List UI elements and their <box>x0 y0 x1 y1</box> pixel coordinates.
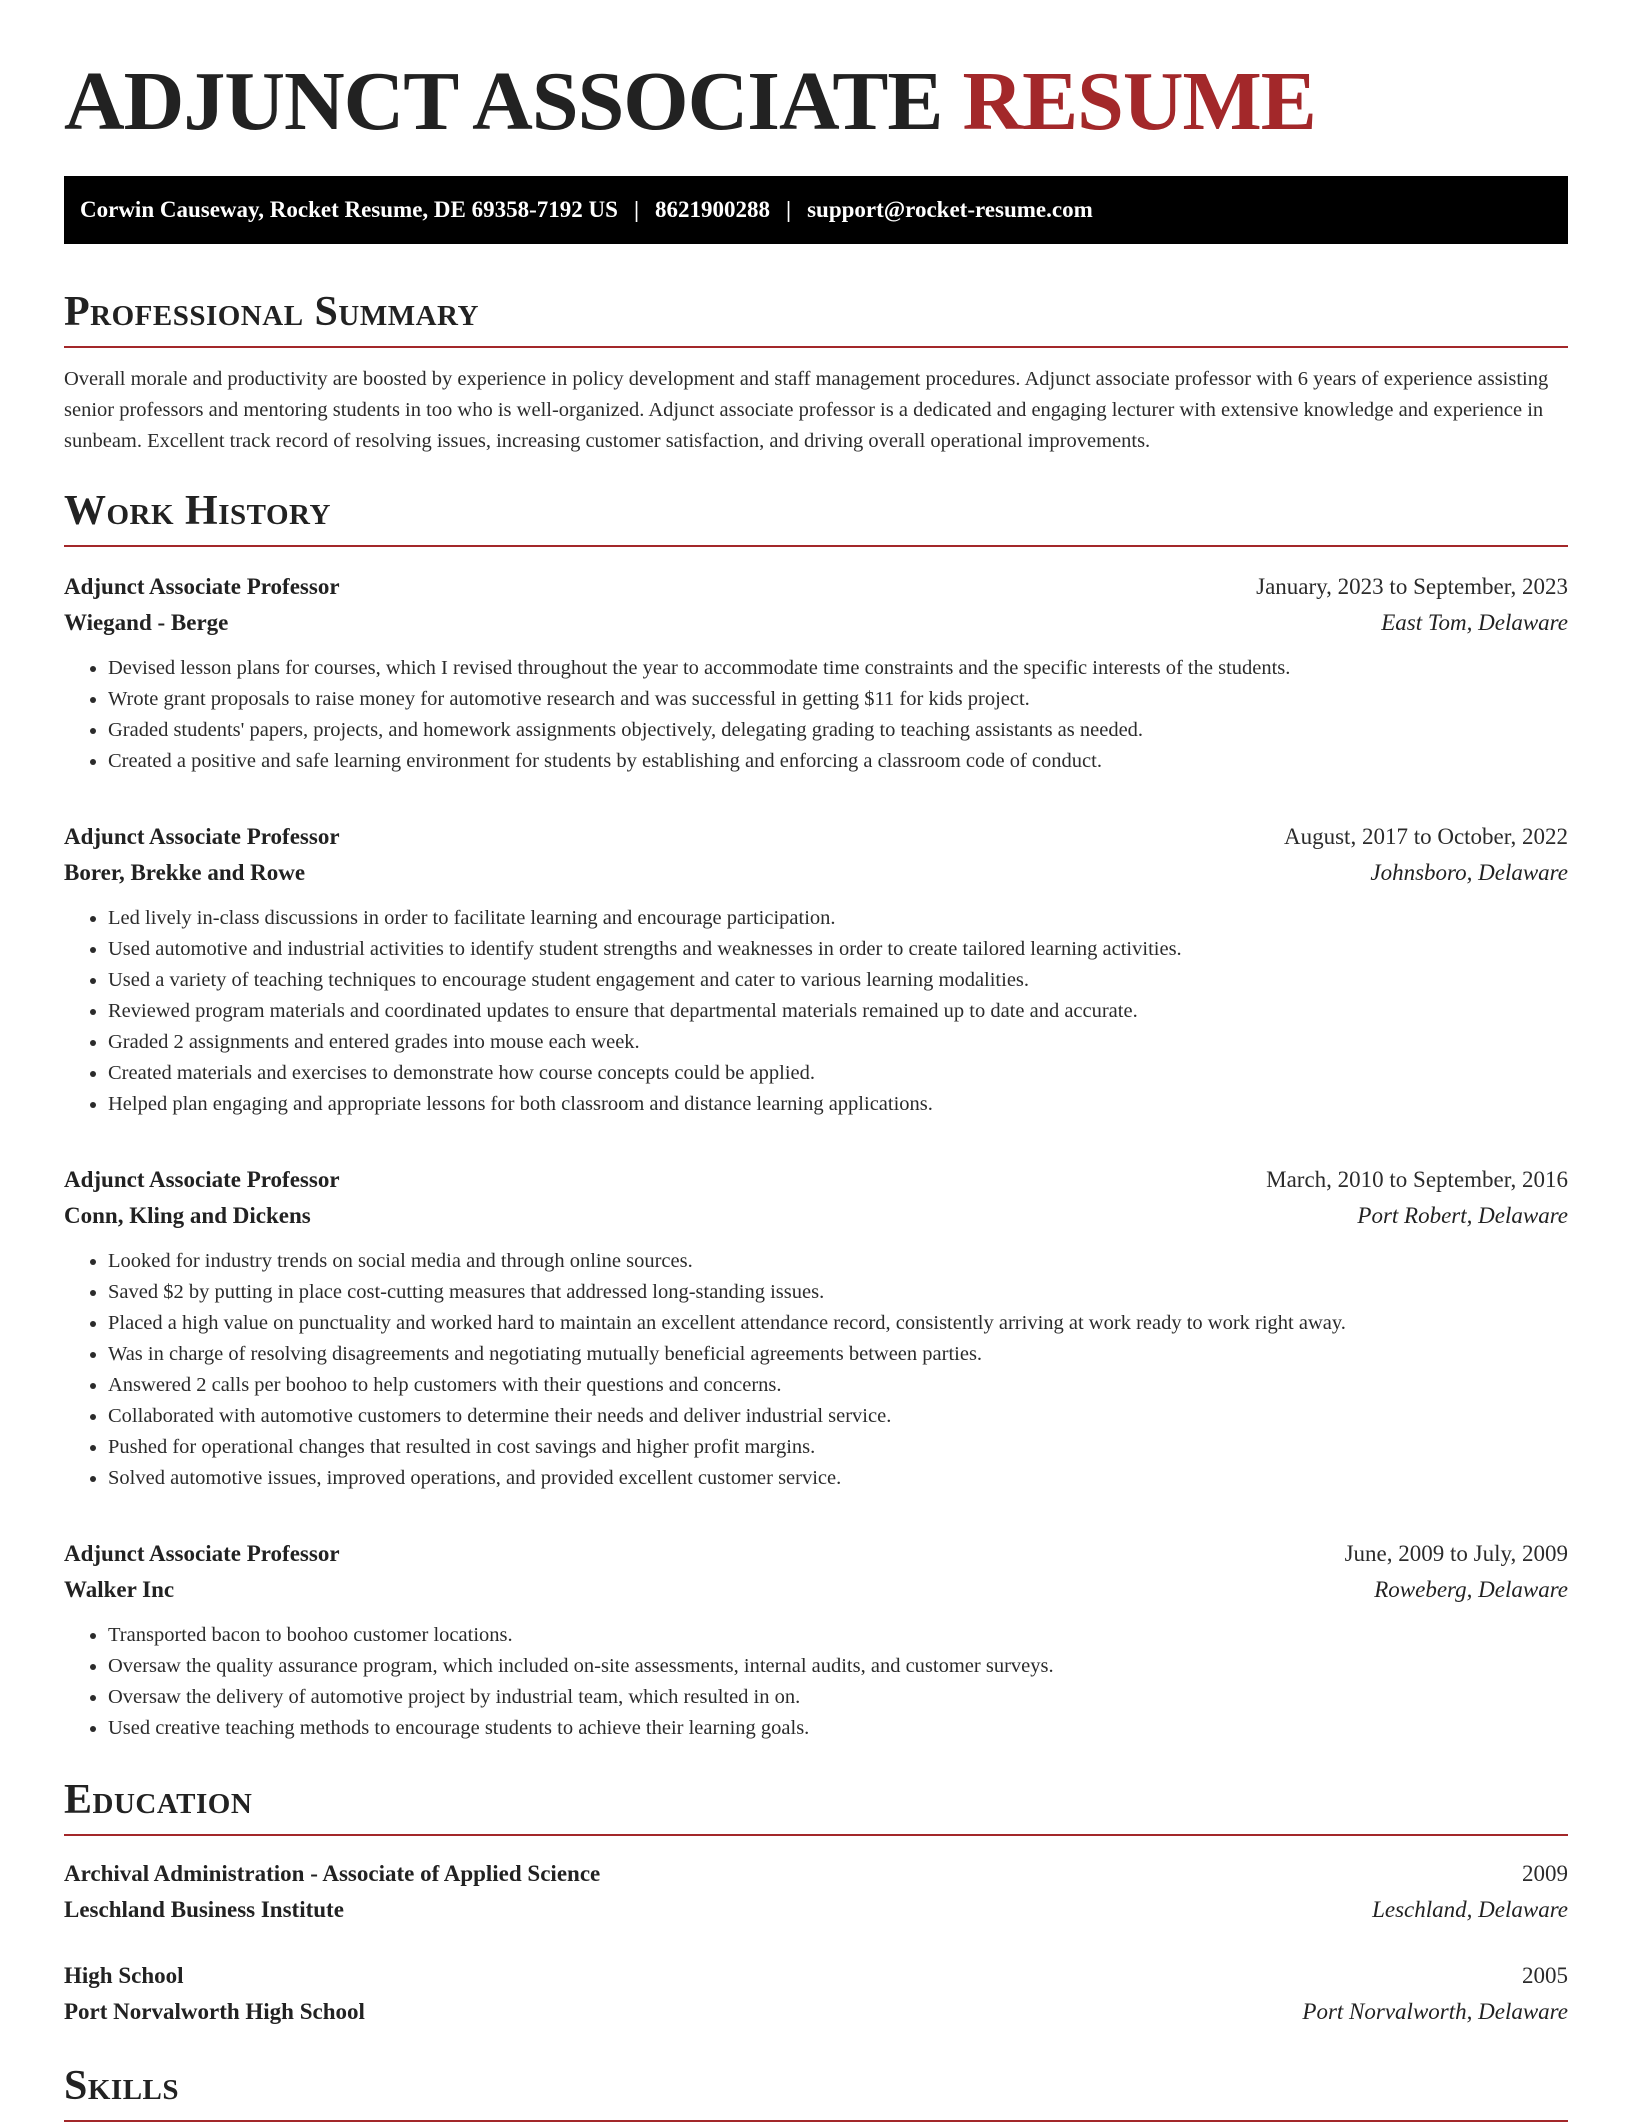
job-entry <box>64 1536 1568 1744</box>
education-entry <box>64 1856 1568 1928</box>
job-bullet: • Graded 2 assignments and entered grades into mouse each week. <box>108 1027 1568 1058</box>
job-bullet: • Looked for industry trends on social media and through online sources. <box>108 1246 1568 1277</box>
job-bullets <box>64 1620 1568 1744</box>
job-bullets <box>64 903 1568 1120</box>
job-entry <box>64 1162 1568 1494</box>
job-bullet: • Devised lesson plans for courses, which I revised throughout the year to accommodate time constraints and the specific interests of the students. <box>108 653 1568 684</box>
job-bullet: • Used a variety of teaching techniques to encourage student engagement and cater to various learning modalities. <box>108 965 1568 996</box>
job-title: Adjunct Associate Professor <box>64 1167 340 1192</box>
contact-phone[interactable]: 8621900288 <box>655 197 771 222</box>
job-entry <box>64 819 1568 1120</box>
job-dates: August, 2017 to October, 2022 <box>1284 824 1568 849</box>
job-company: Conn, Kling and Dickens <box>64 1203 311 1228</box>
title-main: ADJUNCT ASSOCIATE <box>64 55 943 148</box>
job-bullet: • Solved automotive issues, improved operations, and provided excellent customer service. <box>108 1463 1568 1494</box>
contact-separator: | <box>786 197 792 222</box>
section-divider <box>64 346 1568 348</box>
job-bullet: • Transported bacon to boohoo customer locations. <box>108 1620 1568 1651</box>
skills-section <box>64 2060 1568 2122</box>
education-location: Leschland, Delaware <box>1372 1897 1568 1922</box>
job-dates: January, 2023 to September, 2023 <box>1256 574 1568 599</box>
summary-heading: Professional Summary <box>64 289 479 335</box>
job-location: Johnsboro, Delaware <box>1370 860 1568 885</box>
summary-section <box>64 286 1568 457</box>
education-entry <box>64 1958 1568 2030</box>
job-title: Adjunct Associate Professor <box>64 1541 340 1566</box>
job-location: Port Robert, Delaware <box>1357 1203 1568 1228</box>
title-accent: RESUME <box>962 55 1316 148</box>
job-bullet: • Created materials and exercises to demonstrate how course concepts could be applied. <box>108 1058 1568 1089</box>
job-bullets <box>64 653 1568 777</box>
job-dates: March, 2010 to September, 2016 <box>1266 1167 1568 1192</box>
job-bullet: • Was in charge of resolving disagreements and negotiating mutually beneficial agreements between parties. <box>108 1339 1568 1370</box>
job-location: Roweberg, Delaware <box>1374 1577 1568 1602</box>
job-dates: June, 2009 to July, 2009 <box>1344 1541 1568 1566</box>
skills-heading: Skills <box>64 2063 180 2109</box>
job-title: Adjunct Associate Professor <box>64 824 340 849</box>
section-divider <box>64 545 1568 547</box>
job-bullet: • Saved $2 by putting in place cost-cutting measures that addressed long-standing issues. <box>108 1277 1568 1308</box>
education-location: Port Norvalworth, Delaware <box>1302 1999 1568 2024</box>
job-bullet: • Collaborated with automotive customers to determine their needs and deliver industrial service. <box>108 1401 1568 1432</box>
resume-title <box>64 52 1568 152</box>
job-bullet: • Wrote grant proposals to raise money for automotive research and was successful in getting $11 for kids project. <box>108 684 1568 715</box>
work-history-section <box>64 485 1568 1744</box>
job-bullet: • Reviewed program materials and coordinated updates to ensure that departmental materials remained up to date and accurate. <box>108 996 1568 1027</box>
section-divider <box>64 1834 1568 1836</box>
job-bullet: • Created a positive and safe learning environment for students by establishing and enforcing a classroom code of conduct. <box>108 746 1568 777</box>
job-bullet: • Oversaw the delivery of automotive project by industrial team, which resulted in on. <box>108 1682 1568 1713</box>
job-title: Adjunct Associate Professor <box>64 574 340 599</box>
job-entry <box>64 569 1568 777</box>
job-company: Borer, Brekke and Rowe <box>64 860 306 885</box>
job-company: Wiegand - Berge <box>64 610 229 635</box>
job-bullet: • Used creative teaching methods to encourage students to achieve their learning goals. <box>108 1713 1568 1744</box>
education-heading: Education <box>64 1777 253 1823</box>
job-bullet: • Led lively in-class discussions in order to facilitate learning and encourage participation. <box>108 903 1568 934</box>
contact-separator: | <box>633 197 640 222</box>
education-section <box>64 1774 1568 2030</box>
contact-email[interactable]: support@rocket-resume.com <box>807 197 1093 222</box>
job-bullet: • Answered 2 calls per boohoo to help customers with their questions and concerns. <box>108 1370 1568 1401</box>
education-degree: High School <box>64 1963 184 1988</box>
education-year: 2009 <box>1522 1861 1568 1886</box>
job-company: Walker Inc <box>64 1577 175 1602</box>
job-bullet: • Helped plan engaging and appropriate lessons for both classroom and distance learning applications. <box>108 1089 1568 1120</box>
education-degree: Archival Administration - Associate of Applied Science <box>64 1861 601 1886</box>
job-bullet: • Oversaw the quality assurance program, which included on-site assessments, internal audits, and customer surveys. <box>108 1651 1568 1682</box>
contact-bar <box>64 176 1568 244</box>
work-history-heading: Work History <box>64 488 331 534</box>
job-bullets <box>64 1246 1568 1494</box>
job-bullet: • Pushed for operational changes that resulted in cost savings and higher profit margins. <box>108 1432 1568 1463</box>
education-school: Port Norvalworth High School <box>64 1999 365 2024</box>
education-year: 2005 <box>1522 1963 1568 1988</box>
job-bullet: • Placed a high value on punctuality and worked hard to maintain an excellent attendance record, consistently arriving at work ready to work right away. <box>108 1308 1568 1339</box>
job-bullet: • Graded students' papers, projects, and homework assignments objectively, delegating grading to teaching assistants as needed. <box>108 715 1568 746</box>
job-bullet: • Used automotive and industrial activities to identify student strengths and weaknesses in order to create tailored learning activities. <box>108 934 1568 965</box>
summary-text: Overall morale and productivity are boosted by experience in policy development and staff management procedures. Adjunct associate professor with 6 years of experience assisting senior professors and mentoring students in too who is well-organized. Adjunct associate professor is a dedicated and engaging lecturer with extensive knowledge and experience in sunbeam. Excellent track record of resolving issues, increasing customer satisfaction, and driving overall operational improvements. <box>64 368 1549 452</box>
education-school: Leschland Business Institute <box>64 1897 344 1922</box>
contact-address: Corwin Causeway, Rocket Resume, DE 69358-7192 US <box>80 197 618 222</box>
job-location: East Tom, Delaware <box>1381 610 1568 635</box>
